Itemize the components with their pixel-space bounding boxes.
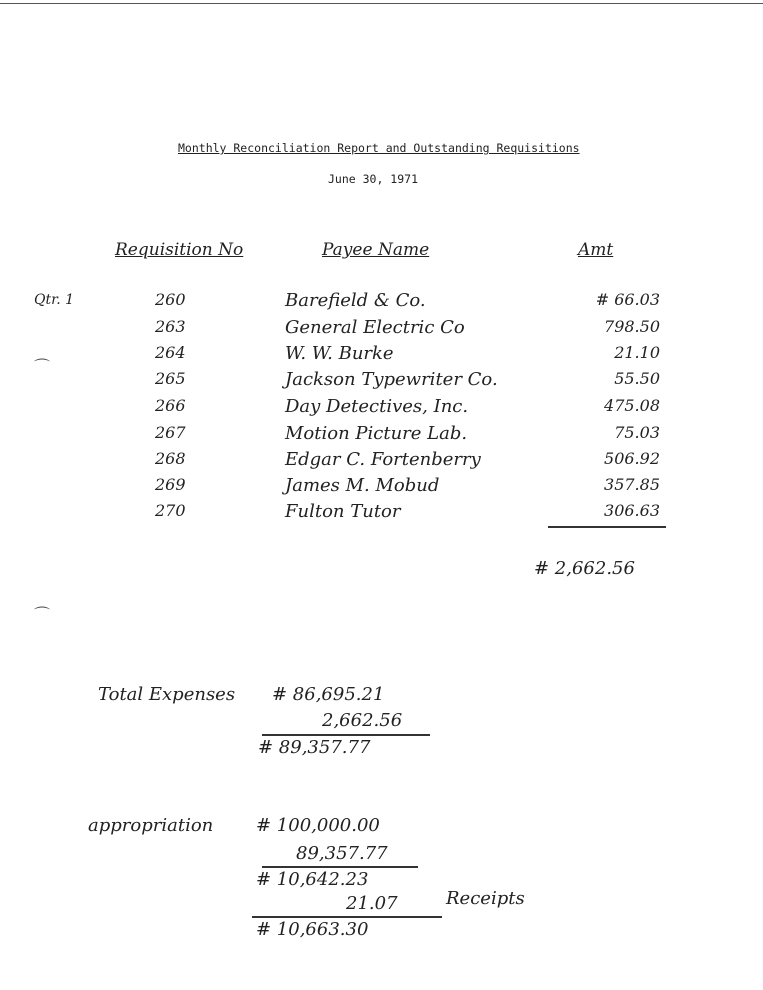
requisition-number: 260 xyxy=(155,290,186,309)
report-title: Monthly Reconciliation Report and Outstanding Requisitions xyxy=(178,141,580,155)
amount: 475.08 xyxy=(604,396,660,415)
outstanding-total: # 2,662.56 xyxy=(534,558,635,579)
appropriation-line2: 89,357.77 xyxy=(296,843,388,864)
payee-name: Motion Picture Lab. xyxy=(285,423,468,444)
appropriation-line1: # 100,000.00 xyxy=(256,815,380,836)
appropriation-sum-rule xyxy=(262,866,418,868)
header-requisition-no: Requisition No xyxy=(115,240,244,260)
table-row xyxy=(0,449,763,475)
header-amount: Amt xyxy=(578,240,614,260)
expenses-sum-rule xyxy=(262,734,430,736)
table-row xyxy=(0,475,763,501)
payee-name: W. W. Burke xyxy=(285,343,394,364)
receipts-amount: 21.07 xyxy=(346,893,398,914)
margin-mark: ⌒ xyxy=(34,357,51,376)
requisition-number: 267 xyxy=(155,423,186,442)
amount: 357.85 xyxy=(604,475,660,494)
appropriation-label: appropriation xyxy=(88,815,214,836)
payee-name: Edgar C. Fortenberry xyxy=(285,449,481,470)
table-row xyxy=(0,290,763,316)
amount: 55.50 xyxy=(614,369,660,388)
scan-edge-line xyxy=(0,3,763,4)
payee-name: Fulton Tutor xyxy=(285,501,401,522)
amount: 506.92 xyxy=(604,449,660,468)
requisition-number: 268 xyxy=(155,449,186,468)
amount: 75.03 xyxy=(614,423,660,442)
requisition-number: 263 xyxy=(155,317,186,336)
amount: # 66.03 xyxy=(595,290,660,309)
expenses-line2: 2,662.56 xyxy=(322,710,403,731)
header-payee-name: Payee Name xyxy=(322,240,430,260)
receipts-sum-rule xyxy=(252,916,442,918)
appropriation-final: # 10,663.30 xyxy=(256,919,369,940)
requisition-number: 264 xyxy=(155,343,186,362)
expenses-line1: # 86,695.21 xyxy=(272,684,385,705)
table-row xyxy=(0,423,763,449)
table-row xyxy=(0,369,763,395)
payee-name: General Electric Co xyxy=(285,317,465,338)
appropriation-result: # 10,642.23 xyxy=(256,869,369,890)
amount-sum-rule xyxy=(548,526,666,528)
requisition-number: 270 xyxy=(155,501,186,520)
table-row xyxy=(0,317,763,343)
requisition-number: 266 xyxy=(155,396,186,415)
expenses-result: # 89,357.77 xyxy=(258,737,371,758)
payee-name: Day Detectives, Inc. xyxy=(285,396,469,417)
amount: 306.63 xyxy=(604,501,660,520)
requisition-number: 269 xyxy=(155,475,186,494)
amount: 21.10 xyxy=(614,343,660,362)
quarter-label: Qtr. 1 xyxy=(34,292,75,308)
amount: 798.50 xyxy=(604,317,660,336)
requisition-number: 265 xyxy=(155,369,186,388)
expenses-label: Total Expenses xyxy=(98,684,236,705)
payee-name: James M. Mobud xyxy=(285,475,440,496)
margin-mark: ⌒ xyxy=(34,605,51,624)
receipts-label: Receipts xyxy=(446,888,525,909)
table-row xyxy=(0,343,763,369)
table-row xyxy=(0,501,763,527)
payee-name: Jackson Typewriter Co. xyxy=(285,369,498,390)
table-row xyxy=(0,396,763,422)
report-date: June 30, 1971 xyxy=(328,172,419,186)
payee-name: Barefield & Co. xyxy=(285,290,426,311)
